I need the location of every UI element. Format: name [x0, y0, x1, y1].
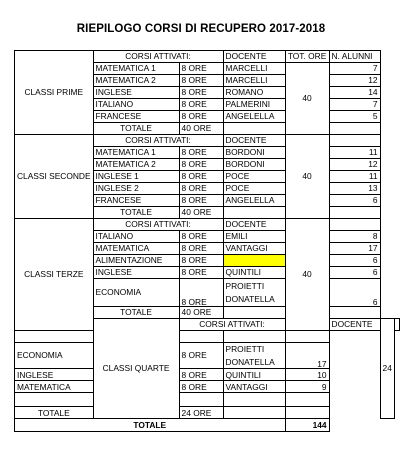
teacher-name: BORDONI [223, 159, 285, 171]
course-name: MATEMATICA [93, 243, 179, 255]
course-name: MATEMATICA 1 [93, 147, 179, 159]
course-hours: 8 ORE [179, 343, 223, 369]
course-name: ALIMENTAZIONE [93, 255, 179, 267]
group-header-row [15, 135, 400, 147]
students-count: 12 [329, 75, 380, 87]
grand-total-label: TOTALE [15, 419, 286, 432]
table-row [15, 369, 400, 381]
teacher-name: VANTAGGI [223, 243, 285, 255]
group-total-row [15, 407, 400, 419]
students-count: 13 [329, 183, 380, 195]
empty-cell [15, 393, 94, 407]
students-count: 12 [329, 159, 380, 171]
teacher-name: ANGELELLA [223, 195, 285, 207]
column-header-corsi: CORSI ATTIVATI: [93, 51, 223, 63]
course-hours: 8 ORE [179, 183, 223, 195]
teacher-name: BORDONI [223, 147, 285, 159]
table-row [15, 343, 400, 369]
course-hours: 8 ORE [179, 381, 223, 393]
group-total-hours: 40 ORE [179, 307, 223, 319]
course-name: MATEMATICA [15, 381, 94, 393]
grand-total-value: 144 [285, 419, 329, 432]
empty-cell [223, 407, 285, 419]
students-count: 10 [285, 369, 329, 381]
teacher-name: PROIETTI DONATELLA [223, 279, 285, 307]
group-label: CLASSI SECONDE [15, 135, 94, 219]
course-name: INGLESE [15, 369, 94, 381]
course-name: ITALIANO [93, 231, 179, 243]
course-hours: 8 ORE [179, 243, 223, 255]
course-name: INGLESE 2 [93, 183, 179, 195]
course-name: INGLESE [93, 87, 179, 99]
students-count: 14 [329, 87, 380, 99]
group-label: CLASSI QUARTE [93, 319, 179, 419]
course-hours: 8 ORE [179, 147, 223, 159]
teacher-name: EMILI [223, 231, 285, 243]
empty-cell [15, 331, 94, 343]
column-header-corsi: CORSI ATTIVATI: [93, 219, 223, 231]
students-count: 8 [329, 231, 380, 243]
course-hours: 8 ORE [179, 99, 223, 111]
teacher-name: VANTAGGI [223, 381, 285, 393]
course-name: MATEMATICA 1 [93, 63, 179, 75]
course-hours: 8 ORE [179, 87, 223, 99]
empty-cell [223, 331, 285, 343]
document-title: RIEPILOGO CORSI DI RECUPERO 2017-2018 [76, 23, 326, 35]
group-total-label: TOTALE [93, 307, 179, 319]
students-count: 17 [285, 343, 329, 369]
students-count: 6 [329, 267, 380, 279]
empty-cell [285, 331, 329, 343]
teacher-name: MARCELLI [223, 63, 285, 75]
course-name: FRANCESE [93, 195, 179, 207]
group-total-hours: 24 ORE [179, 407, 223, 419]
group-header-row [15, 219, 400, 231]
course-name: INGLESE 1 [93, 171, 179, 183]
empty-cell [329, 135, 380, 147]
course-hours: 8 ORE [179, 231, 223, 243]
empty-cell [223, 307, 285, 319]
empty-cell [223, 123, 285, 135]
course-hours: 8 ORE [179, 63, 223, 75]
course-name: INGLESE [93, 267, 179, 279]
students-count: 11 [329, 171, 380, 183]
course-name: MATEMATICA 2 [93, 75, 179, 87]
students-count: 7 [329, 99, 380, 111]
group-total-label: TOTALE [93, 123, 179, 135]
students-count: 5 [329, 111, 380, 123]
group-total-label: TOTALE [15, 407, 94, 419]
tot-ore-value: 40 [285, 63, 329, 135]
empty-cell [179, 331, 223, 343]
students-count: 17 [329, 243, 380, 255]
group-label: CLASSI PRIME [15, 51, 94, 135]
column-header-docente: DOCENTE [329, 319, 380, 331]
empty-cell [394, 319, 399, 331]
course-name: ECONOMIA [15, 343, 94, 369]
table-row-empty [15, 331, 400, 343]
tot-ore-value: 40 [285, 135, 329, 219]
course-name: MATEMATICA 2 [93, 159, 179, 171]
teacher-name: QUINTILI [223, 369, 285, 381]
teacher-name: PALMERINI [223, 99, 285, 111]
grand-total-row [15, 419, 400, 432]
students-count: 6 [329, 255, 380, 267]
column-header-tot-ore: TOT. ORE [285, 51, 329, 63]
empty-cell [329, 207, 380, 219]
group-header-row [15, 51, 400, 63]
empty-cell [223, 207, 285, 219]
column-header-docente: DOCENTE [223, 51, 285, 63]
course-name: ITALIANO [93, 99, 179, 111]
column-header-corsi: CORSI ATTIVATI: [93, 135, 223, 147]
empty-cell [329, 307, 380, 319]
column-header-docente: DOCENTE [223, 135, 285, 147]
table-row-empty [15, 393, 400, 407]
teacher-name: PROIETTI DONATELLA [223, 343, 285, 369]
empty-cell [329, 123, 380, 135]
empty-cell [285, 407, 329, 419]
course-hours: 8 ORE [179, 279, 223, 307]
students-count: 11 [329, 147, 380, 159]
empty-cell [223, 393, 285, 407]
teacher-name: MARCELLI [223, 75, 285, 87]
courses-table [14, 50, 400, 432]
column-header-alunni: N. ALUNNI [329, 51, 380, 63]
group-total-hours: 40 ORE [179, 123, 223, 135]
column-header-docente: DOCENTE [223, 219, 285, 231]
column-header-corsi: CORSI ATTIVATI: [179, 319, 285, 331]
empty-cell [329, 419, 380, 432]
course-hours: 8 ORE [179, 111, 223, 123]
course-hours: 8 ORE [179, 255, 223, 267]
tot-ore-value: 24 [380, 319, 394, 419]
students-count: 6 [329, 279, 380, 307]
teacher-name: QUINTILI [223, 267, 285, 279]
course-hours: 8 ORE [179, 267, 223, 279]
teacher-name: ROMANO [223, 87, 285, 99]
course-hours: 8 ORE [179, 195, 223, 207]
teacher-name: POCE [223, 171, 285, 183]
course-hours: 8 ORE [179, 159, 223, 171]
group-total-label: TOTALE [93, 207, 179, 219]
teacher-name: ANGELELLA [223, 111, 285, 123]
table-row [15, 381, 400, 393]
course-hours: 8 ORE [179, 171, 223, 183]
group-total-hours: 40 ORE [179, 207, 223, 219]
empty-cell [179, 393, 223, 407]
tot-ore-value: 40 [285, 219, 329, 331]
empty-cell [285, 393, 329, 407]
empty-cell [329, 219, 380, 231]
teacher-name-highlighted [223, 255, 285, 267]
course-hours: 8 ORE [179, 369, 223, 381]
group-label: CLASSI TERZE [15, 219, 94, 331]
students-count: 6 [329, 195, 380, 207]
course-name: FRANCESE [93, 111, 179, 123]
course-name: ECONOMIA [93, 279, 179, 307]
teacher-name: POCE [223, 183, 285, 195]
students-count: 9 [285, 381, 329, 393]
course-hours: 8 ORE [179, 75, 223, 87]
students-count: 7 [329, 63, 380, 75]
